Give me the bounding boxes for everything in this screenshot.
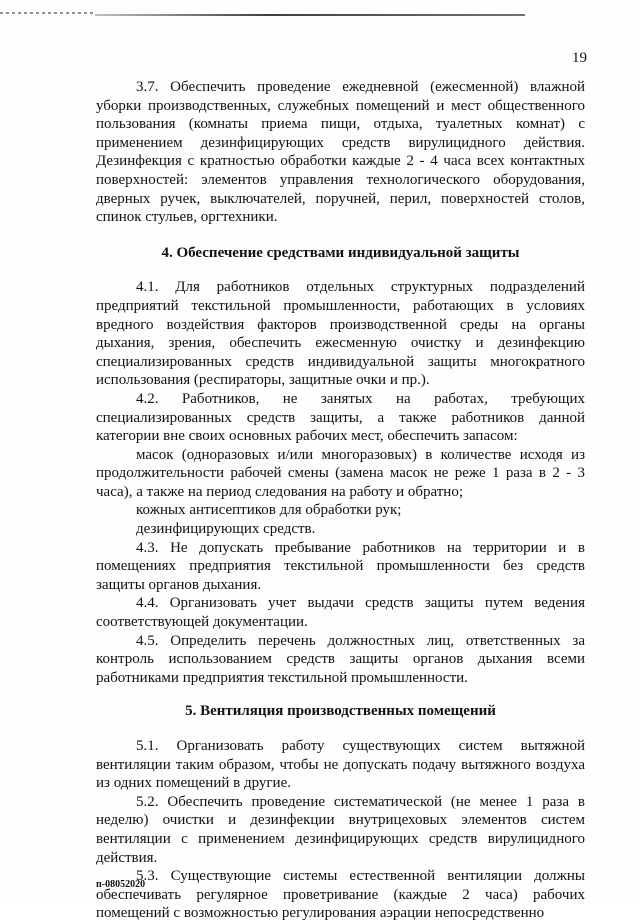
paragraph-5-1: 5.1. Организовать работу существующих систем вытяжной вентиляции таким образом, чтобы не допускать подачу вытяжного воздуха из одних помещений в другие. bbox=[96, 738, 585, 792]
paragraph-3-7: 3.7. Обеспечить проведение ежедневной (ежесменной) влажной уборки производственных, служебных помещений и мест общественного пользования (комнаты приема пищи, отдыха, туалетных комнат) с применением дезинфицирующих средств вирулицидного действия. Дезинфекция с кратностью обработки каждые 2 - 4 часа всех контактных поверхностей: элементов управления технологического оборудования, дверных ручек, выключателей, поручней, перил, поверхностей столов, спинок стульев, оргтехники. bbox=[96, 79, 585, 226]
paragraph-4-2-antiseptics: кожных антисептиков для обработки рук; bbox=[136, 502, 402, 519]
section-4-title: 4. Обеспечение средствами индивидуальной защиты bbox=[161, 244, 520, 261]
page-number: 19 bbox=[572, 50, 587, 66]
paragraph-5-3: 5.3. Существующие системы естественной вентиляции должны обеспечивать регулярное проветривание (каждые 2 часа) рабочих помещений с возможностью регулирования аэрации непосредственно bbox=[96, 868, 585, 922]
paragraph-4-2-disinfectants: дезинфицирующих средств. bbox=[136, 521, 316, 538]
paragraph-4-4: 4.4. Организовать учет выдачи средств защиты путем ведения соответствующей документации. bbox=[96, 595, 585, 631]
paragraph-4-2: 4.2. Работников, не занятых на работах, требующих специализированных средств защиты, а также работников данной категории вне своих основных рабочих мест, обеспечить запасом: bbox=[96, 390, 585, 445]
paragraph-4-5: 4.5. Определить перечень должностных лиц, ответственных за контроль использованием средств защиты органов дыхания всеми работниками предприятия текстильной промышленности. bbox=[96, 632, 585, 686]
header-rule bbox=[95, 14, 525, 16]
paragraph-5-2: 5.2. Обеспечить проведение систематической (не менее 1 раза в неделю) очистки и дезинфекции внутрицеховых элементов систем вентиляции с применением дезинфицирующих средств вирулицидного действия. bbox=[96, 793, 585, 866]
paragraph-4-1: 4.1. Для работников отдельных структурных подразделений предприятий текстильной промышленности, работающих в условиях вредного воздействия факторов производственной среды на органы дыхания, зрения, обеспечить ежесменную очистку и дезинфекцию специализированных средств индивидуальной защиты многократного использования (респираторы, защитные очки и пр.). bbox=[96, 279, 585, 389]
document-body bbox=[96, 78, 585, 923]
paragraph-4-3: 4.3. Не допускать пребывание работников на территории и в помещениях предприятия текстильной промышленности без средств защиты органов дыхания. bbox=[96, 539, 585, 593]
paragraph-4-2-masks: масок (одноразовых и/или многоразовых) в количестве исходя из продолжительности рабочей смены (замена масок не реже 1 раза в 2 - 3 часа), а также на период следования на работу и обратно; bbox=[96, 446, 585, 500]
section-5-title: 5. Вентиляция производственных помещений bbox=[185, 703, 496, 720]
scan-artifact bbox=[0, 12, 95, 14]
document-code: п-08052020 bbox=[96, 879, 146, 890]
